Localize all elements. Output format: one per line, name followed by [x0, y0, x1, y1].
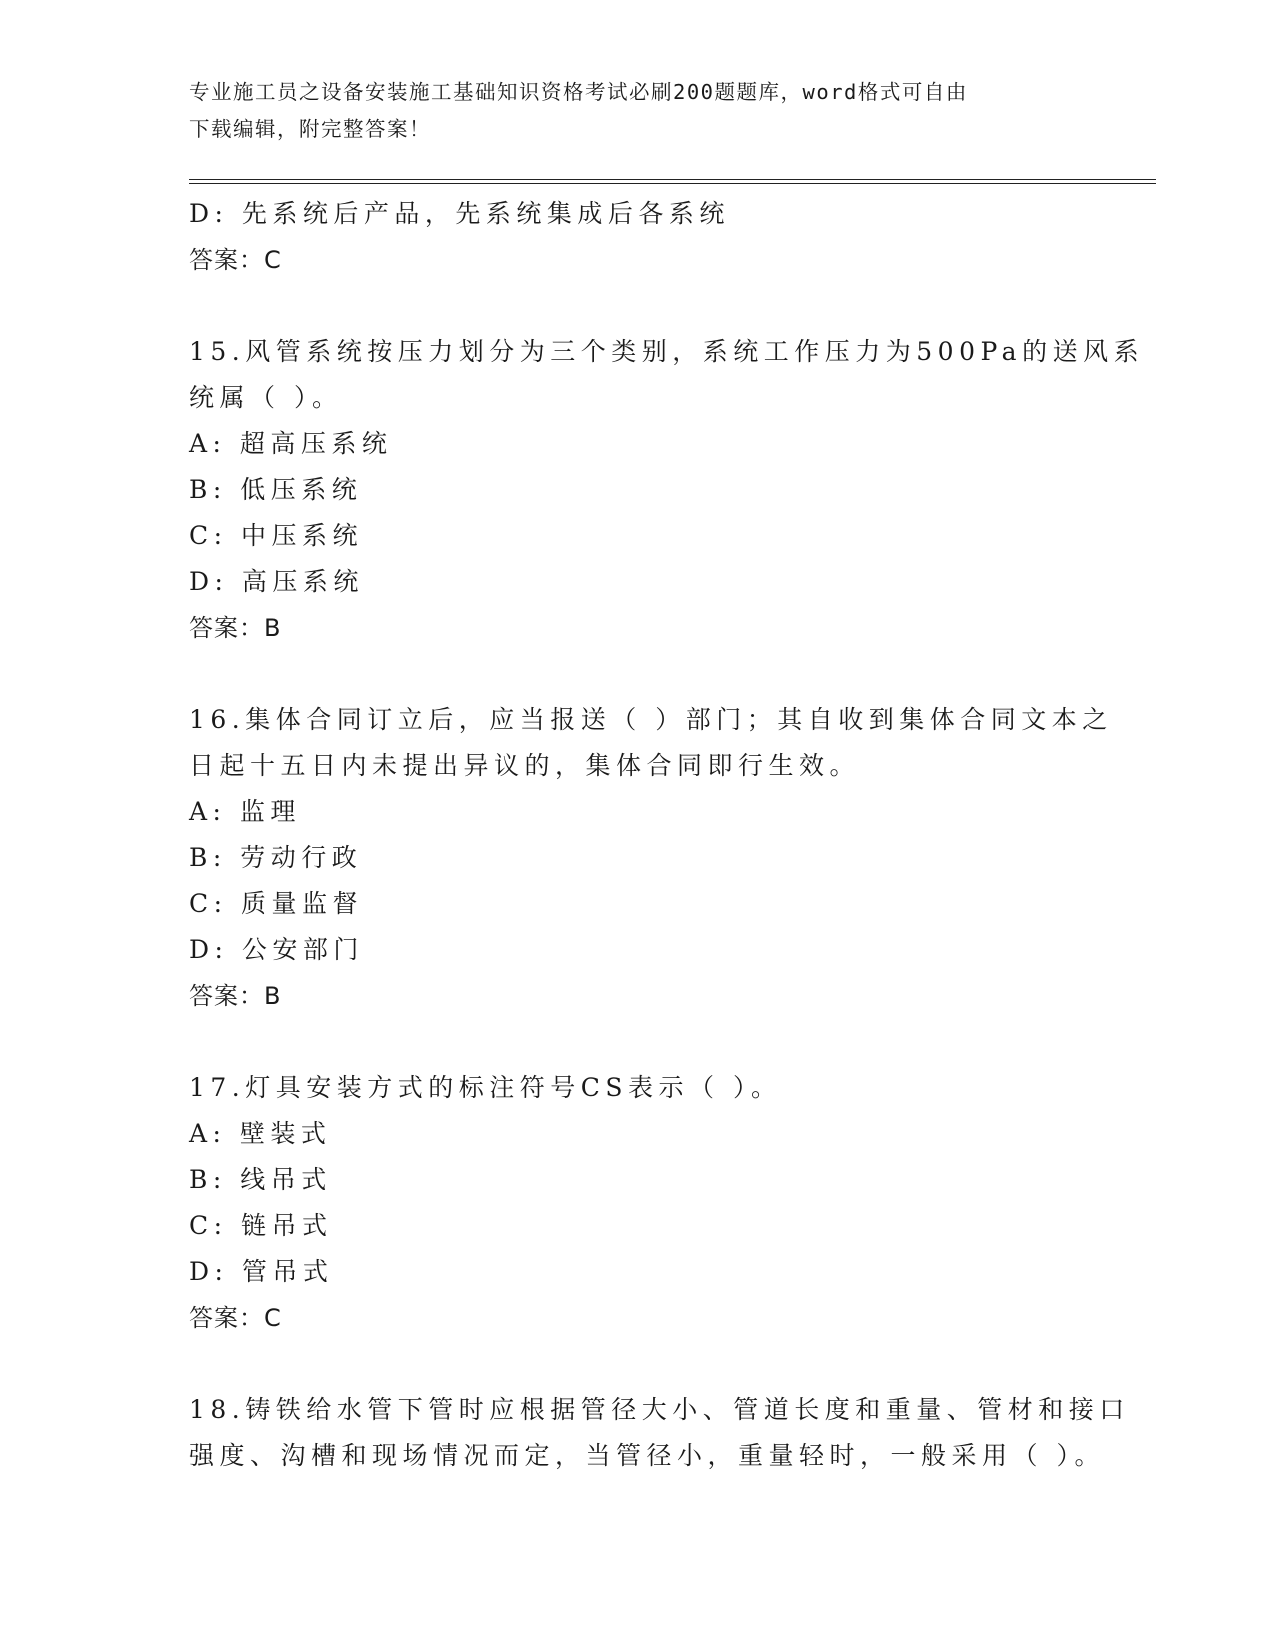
spacer [189, 1341, 1156, 1387]
document-header [189, 74, 1069, 148]
question-stem-line: 17.灯具安装方式的标注符号CS表示（ ）。 [189, 1073, 782, 1102]
option-d: D: 公安部门 [189, 935, 364, 964]
question-content [189, 191, 1156, 1479]
carryover-answer: 答案：C [189, 246, 282, 274]
option-a: A: 超高压系统 [189, 429, 393, 458]
spacer [189, 651, 1156, 697]
question-stem-line: 18.铸铁给水管下管时应根据管径大小、管道长度和重量、管材和接口 [189, 1395, 1130, 1424]
question-stem-line: 15.风管系统按压力划分为三个类别，系统工作压力为500Pa的送风系 [189, 337, 1145, 366]
option-c: C: 链吊式 [189, 1211, 333, 1240]
spacer [189, 1019, 1156, 1065]
answer: 答案：B [189, 614, 282, 642]
option-b: B: 劳动行政 [189, 843, 363, 872]
option-a: A: 监理 [189, 797, 301, 826]
option-b: B: 低压系统 [189, 475, 363, 504]
option-c: C: 质量监督 [189, 889, 363, 918]
header-line-2: 下载编辑，附完整答案！ [189, 117, 431, 141]
header-rule-bottom [189, 183, 1156, 184]
answer: 答案：B [189, 982, 282, 1010]
header-line-1: 专业施工员之设备安装施工基础知识资格考试必刷200题题库，word格式可自由 [189, 80, 968, 104]
option-d: D: 管吊式 [189, 1257, 334, 1286]
question-17 [189, 1065, 1156, 1341]
spacer [189, 283, 1156, 329]
carryover-option-d: D: 先系统后产品，先系统集成后各系统 [189, 199, 730, 228]
question-stem-line: 强度、沟槽和现场情况而定，当管径小，重量轻时，一般采用（ ）。 [189, 1441, 1105, 1470]
header-rule-top [189, 179, 1156, 180]
question-16 [189, 697, 1156, 1019]
option-d: D: 高压系统 [189, 567, 364, 596]
question-stem-line: 16.集体合同订立后，应当报送（ ）部门；其自收到集体合同文本之 [189, 705, 1113, 734]
option-c: C: 中压系统 [189, 521, 363, 550]
question-15 [189, 329, 1156, 651]
option-b: B: 线吊式 [189, 1165, 332, 1194]
question-stem-line: 日起十五日内未提出异议的，集体合同即行生效。 [189, 751, 861, 780]
option-a: A: 壁装式 [189, 1119, 332, 1148]
answer: 答案：C [189, 1304, 282, 1332]
question-stem-line: 统属（ ）。 [189, 383, 343, 412]
question-18 [189, 1387, 1156, 1479]
